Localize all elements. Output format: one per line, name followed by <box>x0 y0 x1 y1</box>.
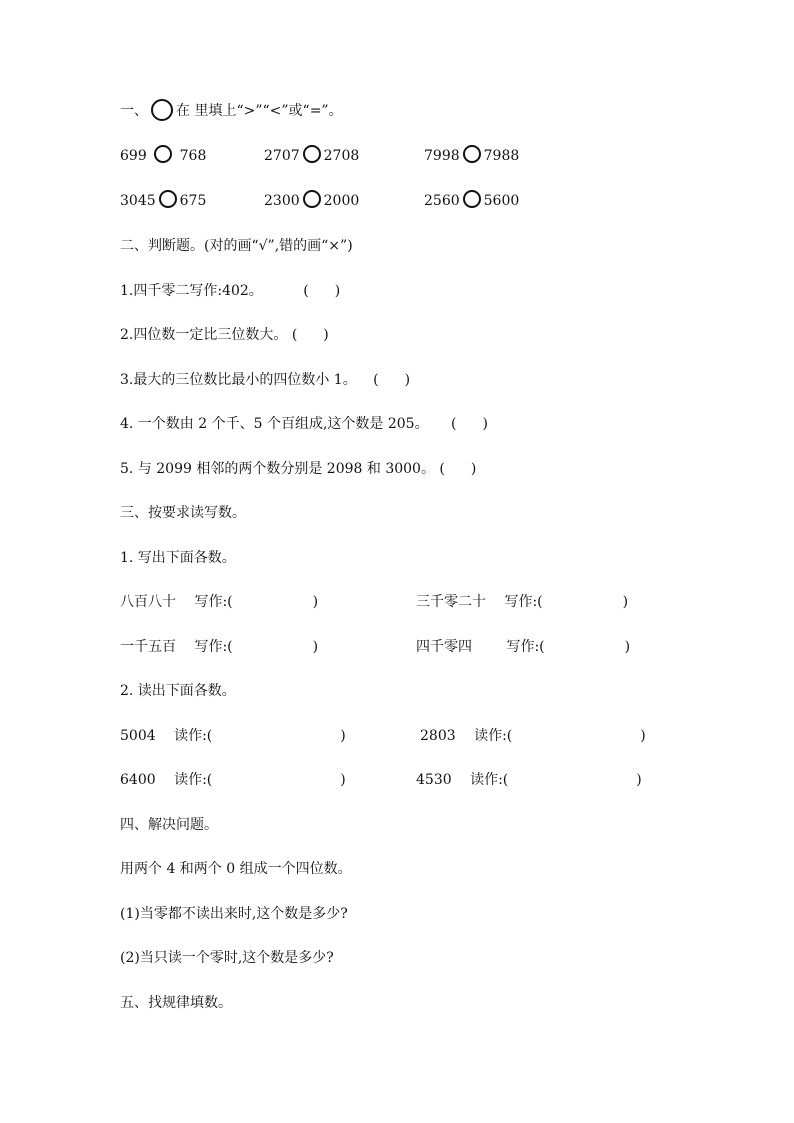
compare-circle-input[interactable] <box>303 145 321 163</box>
section2-title: 二、判断题。(对的画“√”,错的画“×”) <box>120 238 353 254</box>
judge-item <box>120 459 476 479</box>
compare-left: 2707 <box>264 148 300 164</box>
read-label: 读作:( <box>474 728 513 744</box>
compare-item <box>424 191 519 211</box>
section4-question: 用两个 4 和两个 0 组成一个四位数。 <box>120 861 352 877</box>
section1-title-prefix: 一、 <box>120 103 148 119</box>
section4-q1: (1)当零都不读出来时,这个数是多少? <box>120 906 348 922</box>
section1-title-text: 在 里填上“>”“<”或“=”。 <box>176 103 343 119</box>
compare-circle-input[interactable] <box>159 190 177 208</box>
compare-item <box>264 191 359 211</box>
read-number: 4530 <box>416 772 452 788</box>
section3-sub1: 1. 写出下面各数。 <box>120 550 236 566</box>
read-item: 4530 读作:( ) <box>416 772 642 788</box>
judge-text: 3.最大的三位数比最小的四位数小 1。 <box>120 372 357 388</box>
judge-text: 5. 与 2099 相邻的两个数分别是 2098 和 3000。 <box>120 461 435 477</box>
write-label: 写作:( <box>504 594 543 610</box>
compare-right: 2000 <box>323 193 360 209</box>
compare-left: 7998 <box>424 148 460 164</box>
judge-answer-box[interactable]: ( ) <box>451 416 488 432</box>
judge-answer-box[interactable]: ( ) <box>373 372 411 388</box>
section1-title <box>120 100 343 122</box>
compare-right: 7988 <box>483 148 520 164</box>
read-item: 6400 读作:( ) <box>120 772 346 788</box>
section4-q2: (2)当只读一个零时,这个数是多少? <box>120 950 334 966</box>
write-label: 写作:( <box>194 639 233 655</box>
read-number: 5004 <box>120 728 156 744</box>
write-label: 写作:( <box>506 639 545 655</box>
section3-title: 三、按要求读写数。 <box>120 505 246 521</box>
write-word: 八百八十 <box>120 594 176 610</box>
read-label: 读作:( <box>470 772 509 788</box>
judge-text: 4. 一个数由 2 个千、5 个百组成,这个数是 205。 <box>120 416 429 432</box>
compare-item <box>264 146 359 166</box>
section3-sub2: 2. 读出下面各数。 <box>120 683 236 699</box>
compare-left: 699 <box>120 148 147 164</box>
judge-item <box>120 325 329 345</box>
write-item: 八百八十 写作:( ) <box>120 594 319 610</box>
read-label: 读作:( <box>174 772 213 788</box>
write-item: 三千零二十 写作:( ) <box>416 594 629 610</box>
compare-item <box>120 146 206 166</box>
compare-circle-input[interactable] <box>463 145 481 163</box>
write-item: 四千零四 写作:( ) <box>416 639 631 655</box>
write-word: 四千零四 <box>416 639 472 655</box>
judge-answer-box[interactable]: ( ) <box>303 283 341 299</box>
read-number: 2803 <box>420 728 456 744</box>
judge-text: 1.四千零二写作:402。 <box>120 283 263 299</box>
write-label: 写作:( <box>194 594 233 610</box>
read-number: 6400 <box>120 772 156 788</box>
judge-answer-box[interactable]: ( ) <box>439 461 477 477</box>
judge-item <box>120 370 410 390</box>
write-item: 一千五百 写作:( ) <box>120 639 319 655</box>
circle-blank-icon <box>151 99 173 121</box>
compare-right: 5600 <box>483 193 520 209</box>
compare-right: 675 <box>179 193 207 209</box>
judge-item <box>120 414 488 434</box>
compare-left: 2560 <box>424 193 460 209</box>
read-label: 读作:( <box>174 728 213 744</box>
judge-text: 2.四位数一定比三位数大。 <box>120 327 288 343</box>
compare-circle-input[interactable] <box>303 190 321 208</box>
section4-title: 四、解决问题。 <box>120 817 218 833</box>
write-word: 三千零二十 <box>416 594 486 610</box>
write-word: 一千五百 <box>120 639 176 655</box>
compare-left: 3045 <box>120 193 156 209</box>
judge-answer-box[interactable]: ( ) <box>291 327 329 343</box>
read-item: 5004 读作:( ) <box>120 728 346 744</box>
section5-title: 五、找规律填数。 <box>120 995 232 1011</box>
compare-left: 2300 <box>264 193 300 209</box>
judge-item <box>120 281 340 301</box>
compare-right: 768 <box>179 148 207 164</box>
compare-circle-input[interactable] <box>463 190 481 208</box>
compare-item <box>120 191 206 211</box>
compare-item <box>424 146 519 166</box>
read-item: 2803 读作:( ) <box>420 728 646 744</box>
compare-right: 2708 <box>323 148 360 164</box>
compare-circle-input[interactable] <box>154 145 172 163</box>
